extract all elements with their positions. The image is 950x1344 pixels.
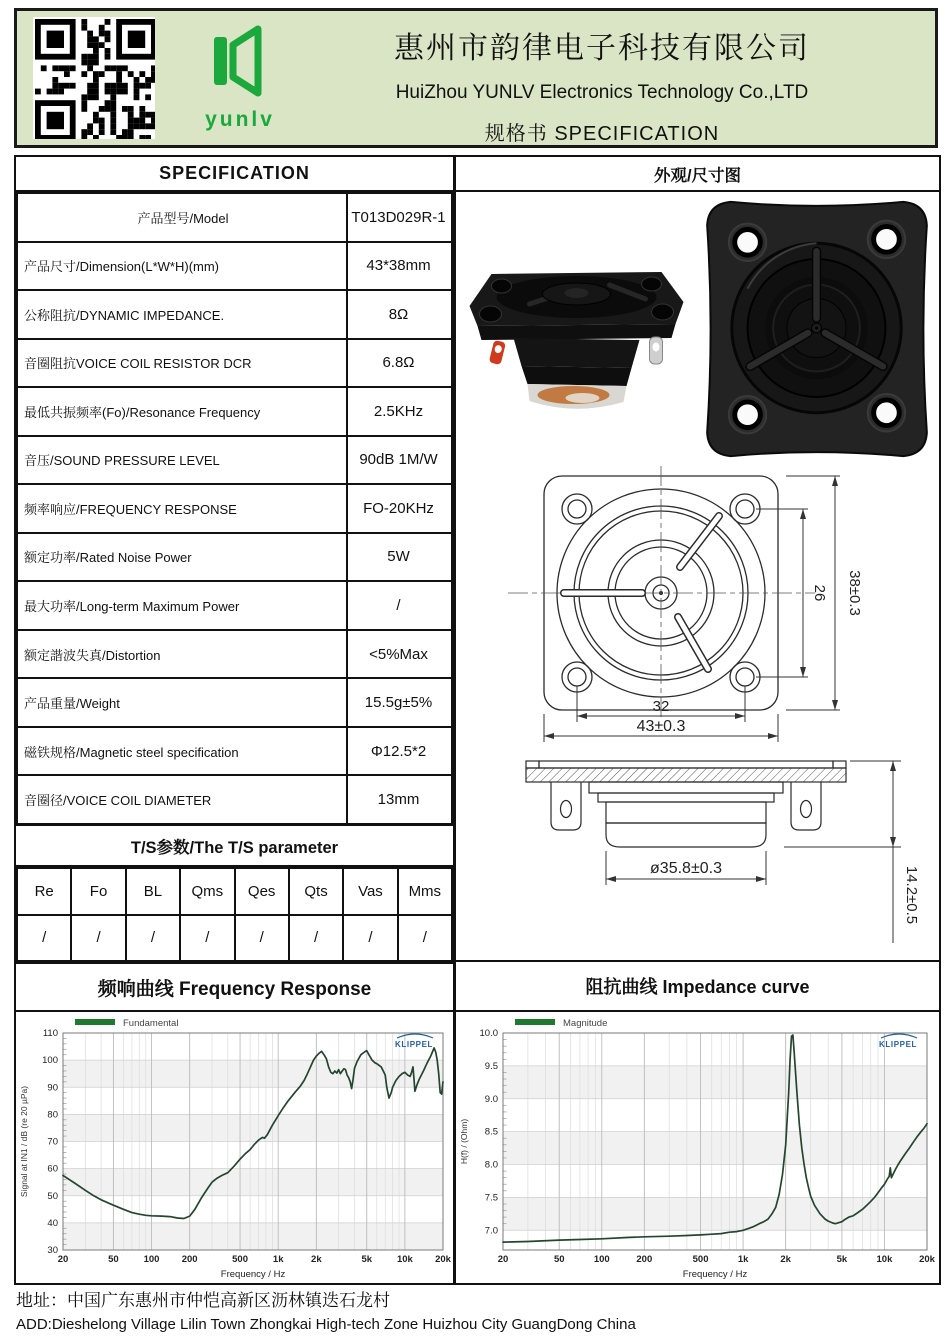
ts-header: Mms: [398, 868, 452, 915]
spec-value: T013D029R-1: [347, 193, 452, 242]
svg-text:20k: 20k: [919, 1254, 935, 1265]
ts-value: /: [398, 915, 452, 962]
spec-label: 音圈阻抗VOICE COIL RESISTOR DCR: [17, 339, 347, 388]
spec-value: 43*38mm: [347, 242, 452, 291]
front-view-drawing-icon: [456, 464, 939, 747]
spec-column: [16, 157, 456, 1283]
spec-label: 音压/SOUND PRESSURE LEVEL: [17, 436, 347, 485]
table-row: [17, 630, 452, 679]
table-row: [17, 290, 452, 339]
ts-value: /: [17, 915, 71, 962]
ts-parameter-table: [16, 867, 453, 962]
side-view-drawing-icon: [456, 747, 939, 957]
svg-text:30: 30: [47, 1245, 58, 1256]
dim-outer-width: 43±0.3: [636, 718, 686, 735]
dim-diameter: ø35.8±0.3: [650, 860, 722, 877]
frequency-response-chart: [17, 1013, 453, 1282]
spec-label: 产品重量/Weight: [17, 678, 347, 727]
ts-value: /: [126, 915, 180, 962]
svg-text:100: 100: [593, 1254, 610, 1265]
svg-text:Signal at IN1 / dB (re 20 µPa): Signal at IN1 / dB (re 20 µPa): [19, 1085, 29, 1198]
ts-value: /: [289, 915, 343, 962]
svg-text:500: 500: [232, 1254, 249, 1265]
spec-value: FO-20KHz: [347, 484, 452, 533]
ts-header: Fo: [71, 868, 125, 915]
ts-header: Re: [17, 868, 71, 915]
speaker-logo-icon: [192, 19, 288, 105]
footer-address: [16, 1289, 636, 1335]
ts-header: BL: [126, 868, 180, 915]
spec-table-title: SPECIFICATION: [16, 157, 453, 192]
svg-text:8.5: 8.5: [484, 1126, 498, 1138]
svg-text:5k: 5k: [361, 1254, 373, 1265]
spec-label: 产品尺寸/Dimension(L*W*H)(mm): [17, 242, 347, 291]
fr-chart-title: 频响曲线 Frequency Response: [16, 962, 453, 1012]
spec-value: 90dB 1M/W: [347, 436, 452, 485]
svg-text:1k: 1k: [272, 1254, 284, 1265]
spec-value: 2.5KHz: [347, 387, 452, 436]
svg-text:200: 200: [636, 1254, 653, 1265]
spec-label: 最低共振频率(Fo)/Resonance Frequency: [17, 387, 347, 436]
frequency-response-chart-cell: [16, 1012, 453, 1283]
svg-text:10k: 10k: [876, 1254, 893, 1265]
company-name-en: HuiZhou YUNLV Electronics Technology Co.,LTD: [395, 82, 809, 103]
svg-text:500: 500: [692, 1254, 709, 1265]
svg-text:20: 20: [497, 1254, 509, 1265]
spec-value: 6.8Ω: [347, 339, 452, 388]
ts-header: Vas: [343, 868, 397, 915]
table-row: [17, 678, 452, 727]
ts-value: /: [235, 915, 289, 962]
table-row: [17, 484, 452, 533]
spec-label: 产品型号/Model: [17, 193, 347, 242]
spec-value: 8Ω: [347, 290, 452, 339]
address-en: ADD:Dieshelong Village Lilin Town Zhongkai High-tech Zone Huizhou City GuangDong China: [16, 1315, 636, 1333]
table-row: [17, 775, 452, 824]
impedance-chart-cell: [456, 1012, 939, 1283]
spec-value: 15.5g±5%: [347, 678, 452, 727]
spec-table: [16, 192, 453, 825]
appearance-title: 外观/尺寸图: [456, 157, 939, 192]
svg-text:70: 70: [47, 1136, 58, 1148]
spec-label: 额定功率/Rated Noise Power: [17, 533, 347, 582]
spec-value: Φ12.5*2: [347, 727, 452, 776]
ts-header: Qes: [235, 868, 289, 915]
doc-type: 规格书 SPECIFICATION: [484, 123, 720, 145]
spec-value: 5W: [347, 533, 452, 582]
dim-depth: 14.2±0.5: [903, 865, 920, 925]
spec-label: 磁铁规格/Magnetic steel specification: [17, 727, 347, 776]
svg-text:8.0: 8.0: [484, 1159, 498, 1171]
address-cn: 地址：中国广东惠州市仲恺高新区沥林镇迭石龙村: [16, 1291, 390, 1310]
dimension-drawing-side: [456, 747, 939, 960]
svg-text:2k: 2k: [780, 1254, 791, 1265]
svg-text:40: 40: [47, 1217, 58, 1229]
spec-label: 频率响应/FREQUENCY RESPONSE: [17, 484, 347, 533]
svg-text:60: 60: [47, 1163, 58, 1175]
ts-value: /: [71, 915, 125, 962]
svg-text:50: 50: [47, 1190, 58, 1202]
svg-text:20k: 20k: [435, 1254, 451, 1265]
logo-text: yunlv: [205, 108, 275, 131]
svg-text:9.0: 9.0: [484, 1093, 498, 1105]
spec-value: <5%Max: [347, 630, 452, 679]
svg-text:50: 50: [553, 1254, 565, 1265]
svg-text:2k: 2k: [311, 1254, 322, 1265]
dim-hole-spacing-height: 26: [811, 584, 828, 602]
table-row: [17, 242, 452, 291]
brand-logo: [181, 11, 299, 132]
svg-text:7.5: 7.5: [484, 1192, 498, 1204]
qr-code-icon: [33, 17, 155, 139]
svg-text:KLIPPEL: KLIPPEL: [879, 1040, 917, 1049]
ts-value: /: [343, 915, 397, 962]
product-photo-front: [698, 196, 936, 462]
table-row: [17, 387, 452, 436]
product-photos: [456, 192, 939, 464]
impedance-chart: [457, 1013, 937, 1282]
ts-value-row: [17, 915, 452, 962]
ts-value: /: [180, 915, 234, 962]
svg-text:10k: 10k: [396, 1254, 413, 1265]
ts-header: Qts: [289, 868, 343, 915]
svg-text:5k: 5k: [836, 1254, 848, 1265]
svg-text:110: 110: [42, 1028, 58, 1039]
svg-text:100: 100: [143, 1254, 160, 1265]
product-photo-side: [459, 244, 694, 419]
svg-text:1k: 1k: [737, 1254, 749, 1265]
impedance-chart-title: 阻抗曲线 Impedance curve: [456, 960, 939, 1012]
svg-text:Fundamental: Fundamental: [123, 1018, 179, 1029]
header-titles: [299, 11, 935, 146]
ts-header-row: [17, 868, 452, 915]
svg-text:Magnitude: Magnitude: [563, 1018, 608, 1029]
spec-label: 公称阻抗/DYNAMIC IMPEDANCE.: [17, 290, 347, 339]
header: [14, 8, 938, 148]
ts-table-title: T/S参数/The T/S parameter: [16, 825, 453, 867]
table-row: [17, 727, 452, 776]
spec-label: 额定諧波失真/Distortion: [17, 630, 347, 679]
spec-value: /: [347, 581, 452, 630]
svg-text:9.5: 9.5: [484, 1060, 498, 1072]
table-row: [17, 581, 452, 630]
svg-text:20: 20: [57, 1254, 69, 1265]
svg-text:7.0: 7.0: [484, 1225, 498, 1237]
svg-text:100: 100: [42, 1055, 58, 1067]
main-body: [14, 155, 941, 1285]
appearance-column: [456, 157, 939, 1283]
svg-text:50: 50: [108, 1254, 119, 1265]
svg-text:80: 80: [47, 1109, 58, 1121]
svg-text:Frequency / Hz: Frequency / Hz: [682, 1269, 748, 1280]
table-row: [17, 533, 452, 582]
table-row: [17, 193, 452, 242]
table-row: [17, 339, 452, 388]
svg-text:90: 90: [47, 1082, 58, 1094]
spec-label: 音圈径/VOICE COIL DIAMETER: [17, 775, 347, 824]
svg-text:200: 200: [181, 1254, 198, 1265]
svg-text:Frequency / Hz: Frequency / Hz: [220, 1269, 286, 1280]
dim-outer-height: 38±0.3: [846, 570, 863, 616]
table-row: [17, 436, 452, 485]
spec-value: 13mm: [347, 775, 452, 824]
company-name-cn: 惠州市韵律电子科技有限公司: [394, 32, 810, 65]
svg-text:H(f) / (Ohm): H(f) / (Ohm): [459, 1118, 469, 1165]
dim-hole-spacing-width: 32: [652, 698, 670, 715]
svg-text:10.0: 10.0: [479, 1028, 498, 1039]
qr-code: [33, 17, 155, 144]
dimension-drawing-front: [456, 464, 939, 747]
spec-label: 最大功率/Long-term Maximum Power: [17, 581, 347, 630]
svg-text:KLIPPEL: KLIPPEL: [395, 1040, 433, 1049]
ts-header: Qms: [180, 868, 234, 915]
